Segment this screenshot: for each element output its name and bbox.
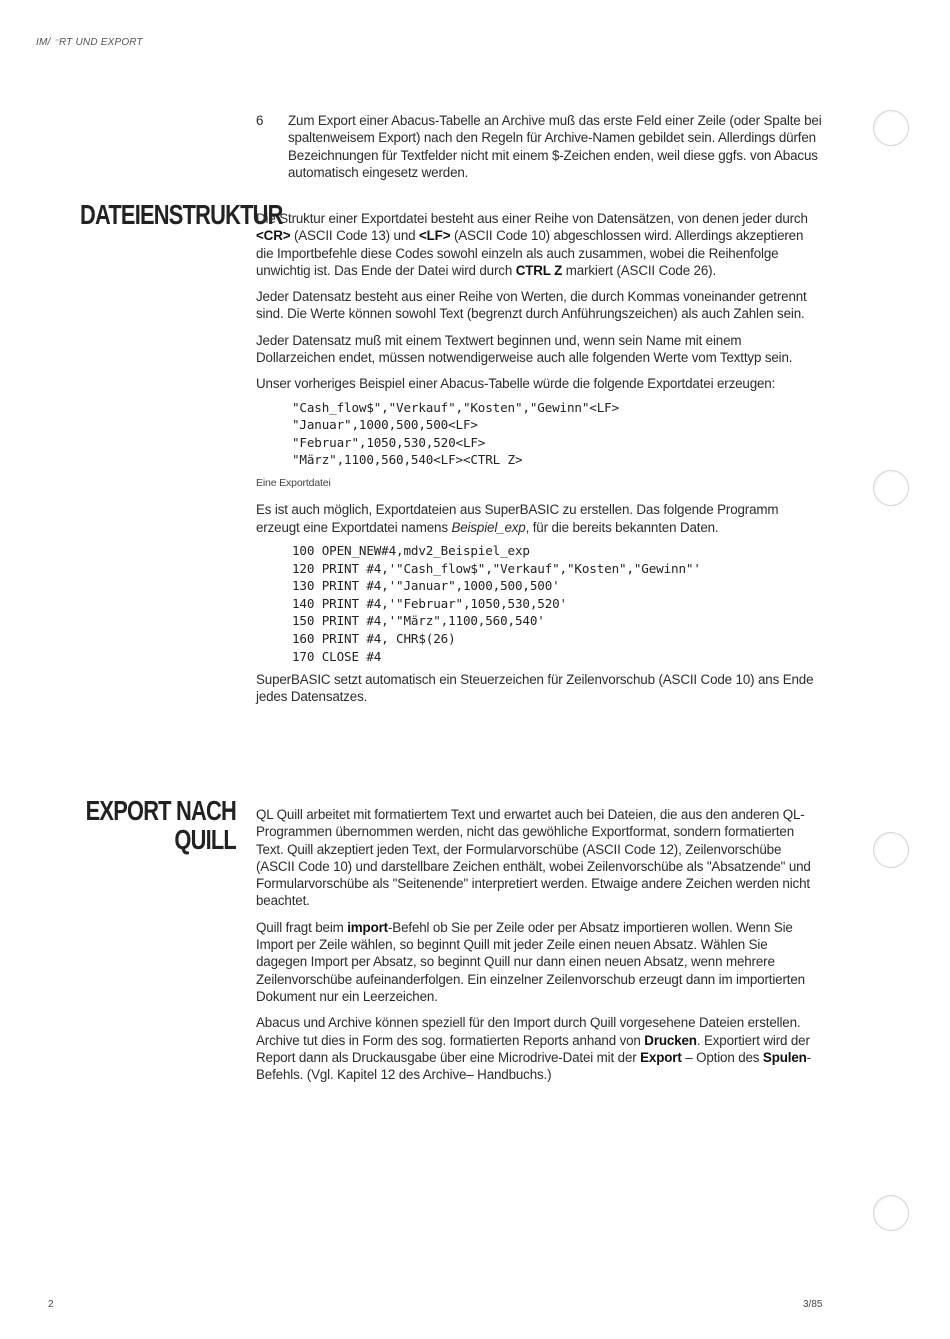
text-run: markiert (ASCII Code 26). (562, 262, 717, 278)
code-line: 100 OPEN_NEW#4,mdv2_Beispiel_exp (292, 542, 530, 558)
drucken-command: Drucken (644, 1032, 697, 1048)
paragraph (256, 210, 822, 279)
item-6-text: Zum Export einer Abacus-Tabelle an Archive muß das erste Feld einer Zeile (oder Spalte bei spaltenweisem Export) nach den Regeln für Archive-Namen gebildet sein. Allerdings dürfen Bezeichnungen für Textfelder nicht mit einem $-Zeichen enden, weil diese ggfs. von Abacus automatisch eingesetz werden. (288, 113, 822, 180)
punch-hole-3 (873, 832, 909, 868)
code-line: 130 PRINT #4,'"Januar",1000,500,500' (292, 578, 560, 594)
code-line: "Cash_flow$","Verkauf","Kosten","Gewinn"<LF> (292, 399, 620, 415)
code-line: 120 PRINT #4,'"Cash_flow$","Verkauf","Kosten","Gewinn"' (292, 560, 701, 576)
text-run: . Exportiert wird der Report dann als Druckausgabe über eine Microdrive-Datei mit der (256, 1032, 810, 1065)
text-run: -Befehls. (Vgl. Kapitel 12 des Archive– Handbuchs.) (256, 1049, 811, 1083)
text-run: Abacus und Archive können speziell für den Import durch Quill vorgesehene Dateien erstellen. Archive tut dies in Form des sog. formatierten Reports anhand von (256, 1015, 801, 1048)
spulen-command: Spulen (762, 1049, 807, 1065)
cr-code: <CR> (256, 228, 291, 244)
export-option: Export (640, 1049, 682, 1065)
text-run: (ASCII Code 13) und (290, 228, 419, 244)
page-number: 2 (48, 1299, 54, 1310)
text-run: Quill fragt beim (256, 919, 348, 935)
paragraph: SuperBASIC setzt automatisch ein Steuerzeichen für Zeilenvorschub (ASCII Code 10) ans Ende jedes Datensatzes. (256, 672, 814, 705)
heading-dateienstruktur: DATEIENSTRUKTUR (80, 199, 283, 230)
text-run: Es ist auch möglich, Exportdateien aus SuperBASIC zu erstellen. Das folgende Programm erzeugt eine Exportdatei namens (256, 502, 779, 535)
code-line: "Januar",1000,500,500<LF> (292, 417, 478, 433)
superbasic-listing (256, 542, 822, 665)
code-line: "Februar",1050,530,520<LF> (292, 434, 486, 450)
paragraph: Jeder Datensatz besteht aus einer Reihe von Werten, die durch Kommas voneinander getrennt sind. Die Werte können sowohl Text (begrenzt durch Anführungszeichen) als auch Zahlen sein. (256, 289, 807, 322)
code-line: 170 CLOSE #4 (292, 648, 382, 664)
code-line: 150 PRINT #4,'"März",1100,560,540' (292, 613, 545, 629)
export-quill-block (256, 806, 822, 1083)
code-line: 140 PRINT #4,'"Februar",1050,530,520' (292, 595, 567, 611)
dateienstruktur-block (256, 210, 822, 706)
ctrl-z: CTRL Z (515, 262, 563, 278)
paragraph: Unser vorheriges Beispiel einer Abacus-Tabelle würde die folgende Exportdatei erzeugen: (256, 376, 776, 392)
text-run: (ASCII Code 10) abgeschlossen wird. Allerdings akzeptieren die Importbefehle diese Codes sowohl einzeln als auch zusammen, wobei die Reihenfolge unwichtig ist. Das Ende der Datei wird durch (256, 228, 804, 278)
paragraph (256, 919, 822, 1005)
heading-line: QUILL (174, 824, 236, 855)
code-line: "März",1100,560,540<LF><CTRL Z> (292, 452, 523, 468)
punch-hole-2 (873, 470, 909, 506)
text-run: – Option des (681, 1049, 763, 1065)
item-number: 6 (256, 113, 264, 128)
figure-caption: Eine Exportdatei (256, 477, 331, 490)
text-run: Die Struktur einer Exportdatei besteht aus einer Reihe von Datensätzen, von denen jeder durch (256, 211, 808, 226)
filename: Beispiel_exp (451, 519, 526, 535)
paragraph: Jeder Datensatz muß mit einem Textwert beginnen und, wenn sein Name mit einem Dollarzeichen endet, müssen notwendigerweise auch alle folgenden Werte vom Texttyp sein. (256, 332, 793, 366)
text-run: , für die bereits bekannten Daten. (525, 519, 719, 535)
heading-line: EXPORT NACH (85, 795, 236, 826)
import-command: import (347, 919, 388, 935)
lf-code: <LF> (418, 228, 451, 244)
paragraph (256, 1014, 822, 1083)
punch-hole-1 (873, 110, 909, 146)
text-run: -Befehl ob Sie per Zeile oder per Absatz importieren wollen. Wenn Sie Import per Zeile wählen, so beginnt Quill mit jeder Zeile einen neuen Absatz. Wählen Sie dagegen Import per Absatz, so beginnt Quill nur dann einen neuen Absatz, wenn mehrere Zeilenvorschübe aufeinanderfolgen. Ein einzelner Zeilenvorschub erzeugt dann im importierten Dokument nur ein Leerzeichen. (256, 919, 805, 1004)
punch-hole-4 (873, 1195, 909, 1231)
running-head: IM/ ⁻RT UND EXPORT (36, 37, 143, 48)
paragraph (256, 501, 822, 536)
heading-export-nach-quill (80, 796, 236, 854)
code-line: 160 PRINT #4, CHR$(26) (292, 630, 456, 646)
date-code: 3/85 (803, 1299, 823, 1310)
item-6-block (256, 112, 822, 181)
export-file-listing (256, 399, 822, 469)
paragraph: QL Quill arbeitet mit formatiertem Text und erwartet auch bei Dateien, die aus den anderen QL-Programmen übernommen werden, nicht das gewöhliche Exportformat, sondern formatierten Text. Quill akzeptiert jeden Text, der Formularvorschübe (ASCII Code 12), Zeilenvorschübe (ASCII Code 10) und darstellbare Zeichen enthält, wobei Zeilenvorschübe als "Absatzende" und Formularvorschübe als "Seitenende" interpretiert werden. Etwaige andere Zeichen werden nicht beachtet. (256, 807, 811, 909)
